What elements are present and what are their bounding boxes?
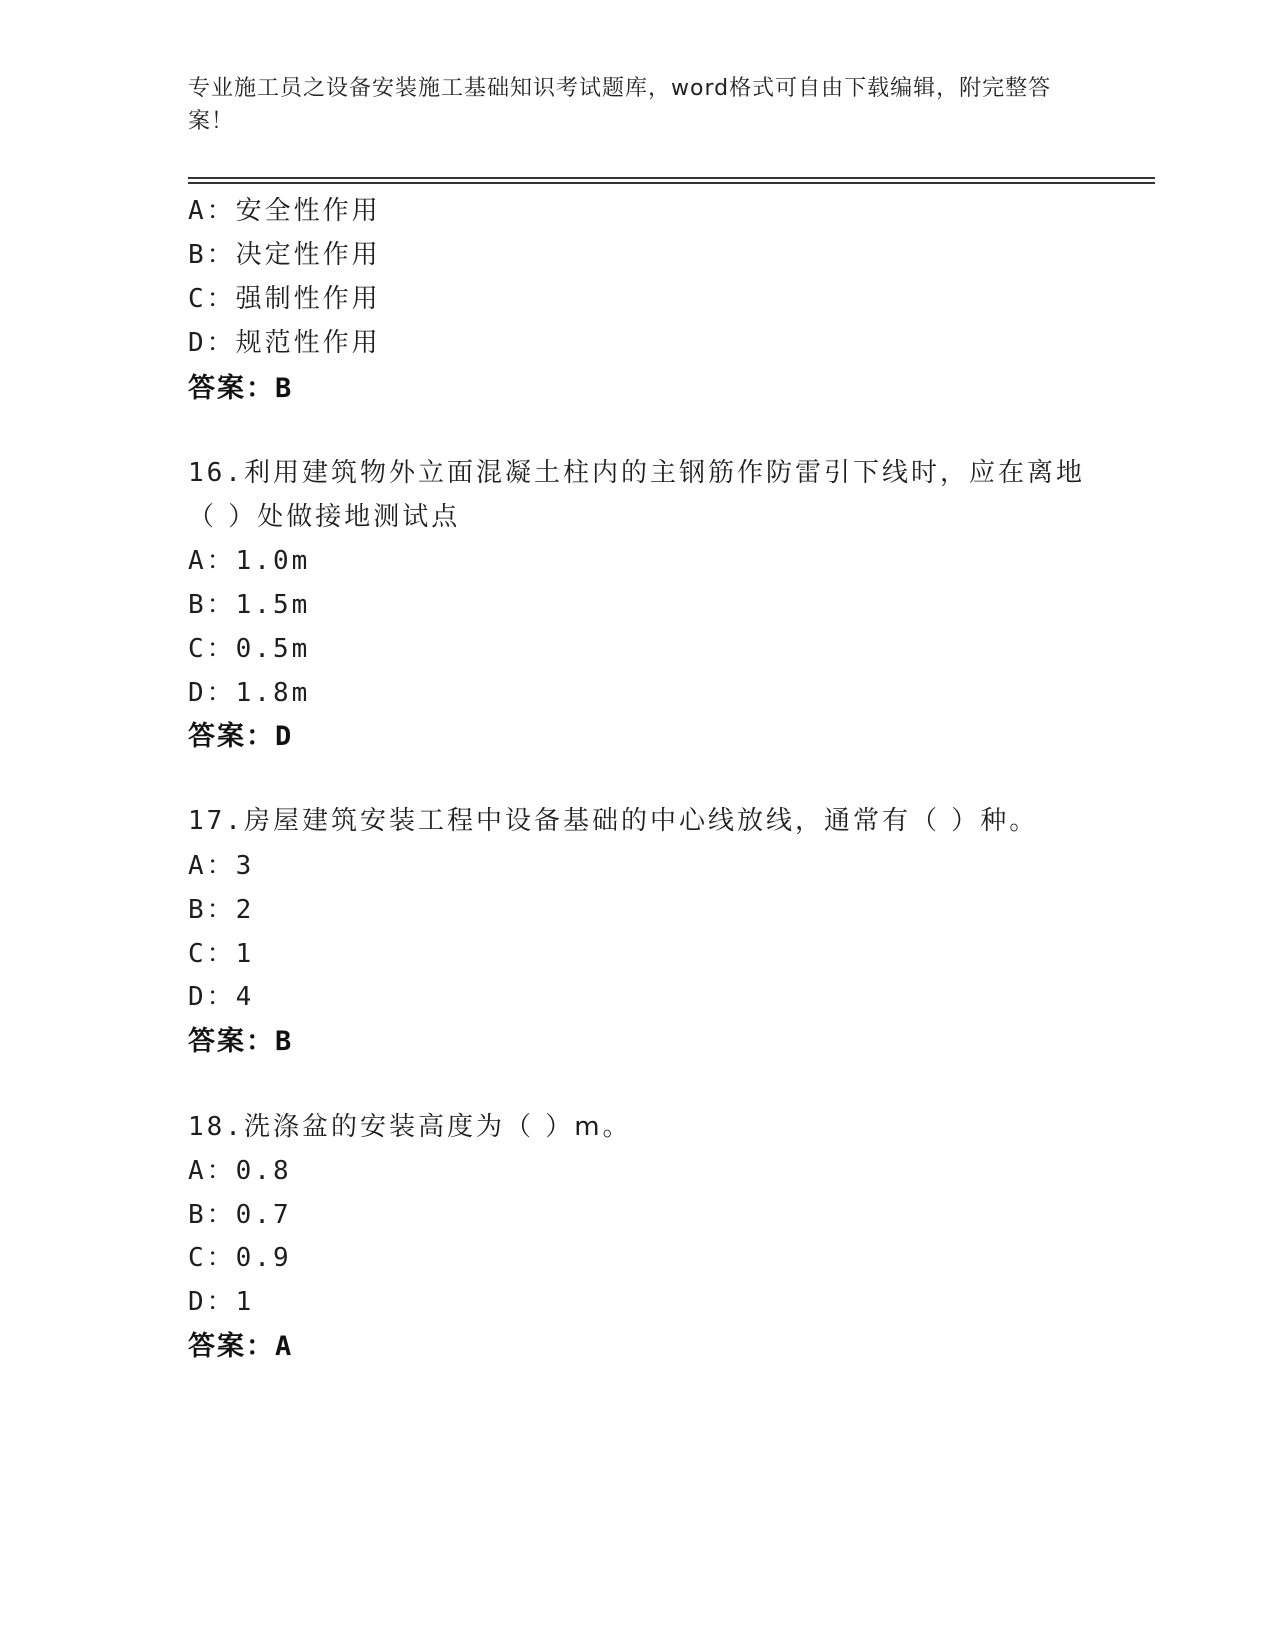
q15-option-d bbox=[188, 322, 381, 359]
q17-answer bbox=[188, 1019, 293, 1058]
q18-option-b bbox=[188, 1194, 292, 1231]
answer-value: B bbox=[275, 373, 294, 404]
option-label: A： bbox=[188, 196, 236, 226]
question-number: 16. bbox=[188, 458, 244, 488]
option-text: 1.5m bbox=[235, 590, 311, 620]
option-text: 3 bbox=[235, 851, 255, 881]
option-text: 1.8m bbox=[235, 678, 311, 708]
header-divider-bottom bbox=[188, 182, 1155, 184]
q16-text-line2: （ ）处做接地测试点 bbox=[188, 502, 461, 532]
q18-answer bbox=[188, 1324, 293, 1363]
option-label: D： bbox=[188, 1287, 236, 1317]
question-text: 洗涤盆的安装高度为（ ）m。 bbox=[243, 1112, 632, 1142]
q18-text-line1 bbox=[188, 1106, 632, 1143]
answer-value: B bbox=[275, 1026, 294, 1057]
q16-option-d bbox=[188, 672, 310, 709]
option-text: 1 bbox=[235, 1287, 255, 1317]
option-label: B： bbox=[188, 895, 236, 925]
q18-option-a bbox=[188, 1150, 292, 1187]
answer-value: A bbox=[275, 1331, 294, 1362]
option-label: B： bbox=[188, 1200, 236, 1230]
q17-option-d bbox=[188, 976, 254, 1013]
option-label: D： bbox=[188, 328, 236, 358]
option-label: C： bbox=[188, 634, 236, 664]
option-text: 强制性作用 bbox=[235, 284, 381, 314]
q16-answer bbox=[188, 714, 293, 753]
answer-label: 答案： bbox=[188, 1026, 275, 1057]
q18-option-d bbox=[188, 1281, 254, 1318]
option-text: 2 bbox=[235, 895, 255, 925]
document-header: 专业施工员之设备安装施工基础知识考试题库，word格式可自由下载编辑，附完整答案！ bbox=[188, 76, 1052, 134]
option-text: 0.7 bbox=[235, 1200, 292, 1230]
q15-answer bbox=[188, 366, 293, 405]
answer-value: D bbox=[275, 721, 294, 752]
answer-label: 答案： bbox=[188, 721, 275, 752]
question-text: 房屋建筑安装工程中设备基础的中心线放线，通常有（ ）种。 bbox=[243, 806, 1039, 836]
q17-option-b bbox=[188, 889, 254, 926]
answer-label: 答案： bbox=[188, 373, 275, 404]
option-label: D： bbox=[188, 982, 236, 1012]
q15-option-c bbox=[188, 278, 381, 315]
option-label: A： bbox=[188, 1156, 236, 1186]
option-text: 0.5m bbox=[235, 634, 311, 664]
answer-label: 答案： bbox=[188, 1331, 275, 1362]
q18-option-c bbox=[188, 1237, 292, 1274]
option-label: C： bbox=[188, 284, 236, 314]
option-label: B： bbox=[188, 240, 236, 270]
q16-option-b bbox=[188, 584, 310, 621]
question-number: 17. bbox=[188, 806, 244, 836]
option-text: 0.8 bbox=[235, 1156, 292, 1186]
q16-option-c bbox=[188, 628, 310, 665]
question-text: 利用建筑物外立面混凝土柱内的主钢筋作防雷引下线时，应在离地 bbox=[243, 458, 1085, 488]
option-text: 1.0m bbox=[235, 546, 311, 576]
option-text: 决定性作用 bbox=[235, 240, 381, 270]
q15-option-a bbox=[188, 190, 381, 227]
option-label: C： bbox=[188, 939, 236, 969]
q17-option-c bbox=[188, 933, 254, 970]
q16-text-line1 bbox=[188, 452, 1085, 489]
option-text: 安全性作用 bbox=[235, 196, 381, 226]
option-label: A： bbox=[188, 851, 236, 881]
option-label: D： bbox=[188, 678, 236, 708]
option-label: A： bbox=[188, 546, 236, 576]
header-divider-top bbox=[188, 177, 1155, 179]
option-label: B： bbox=[188, 590, 236, 620]
option-text: 规范性作用 bbox=[235, 328, 381, 358]
option-label: C： bbox=[188, 1243, 236, 1273]
question-number: 18. bbox=[188, 1112, 244, 1142]
option-text: 0.9 bbox=[235, 1243, 292, 1273]
option-text: 4 bbox=[235, 982, 255, 1012]
q15-option-b bbox=[188, 234, 381, 271]
q16-option-a bbox=[188, 540, 310, 577]
q17-option-a bbox=[188, 845, 254, 882]
option-text: 1 bbox=[235, 939, 255, 969]
q17-text-line1 bbox=[188, 800, 1038, 837]
